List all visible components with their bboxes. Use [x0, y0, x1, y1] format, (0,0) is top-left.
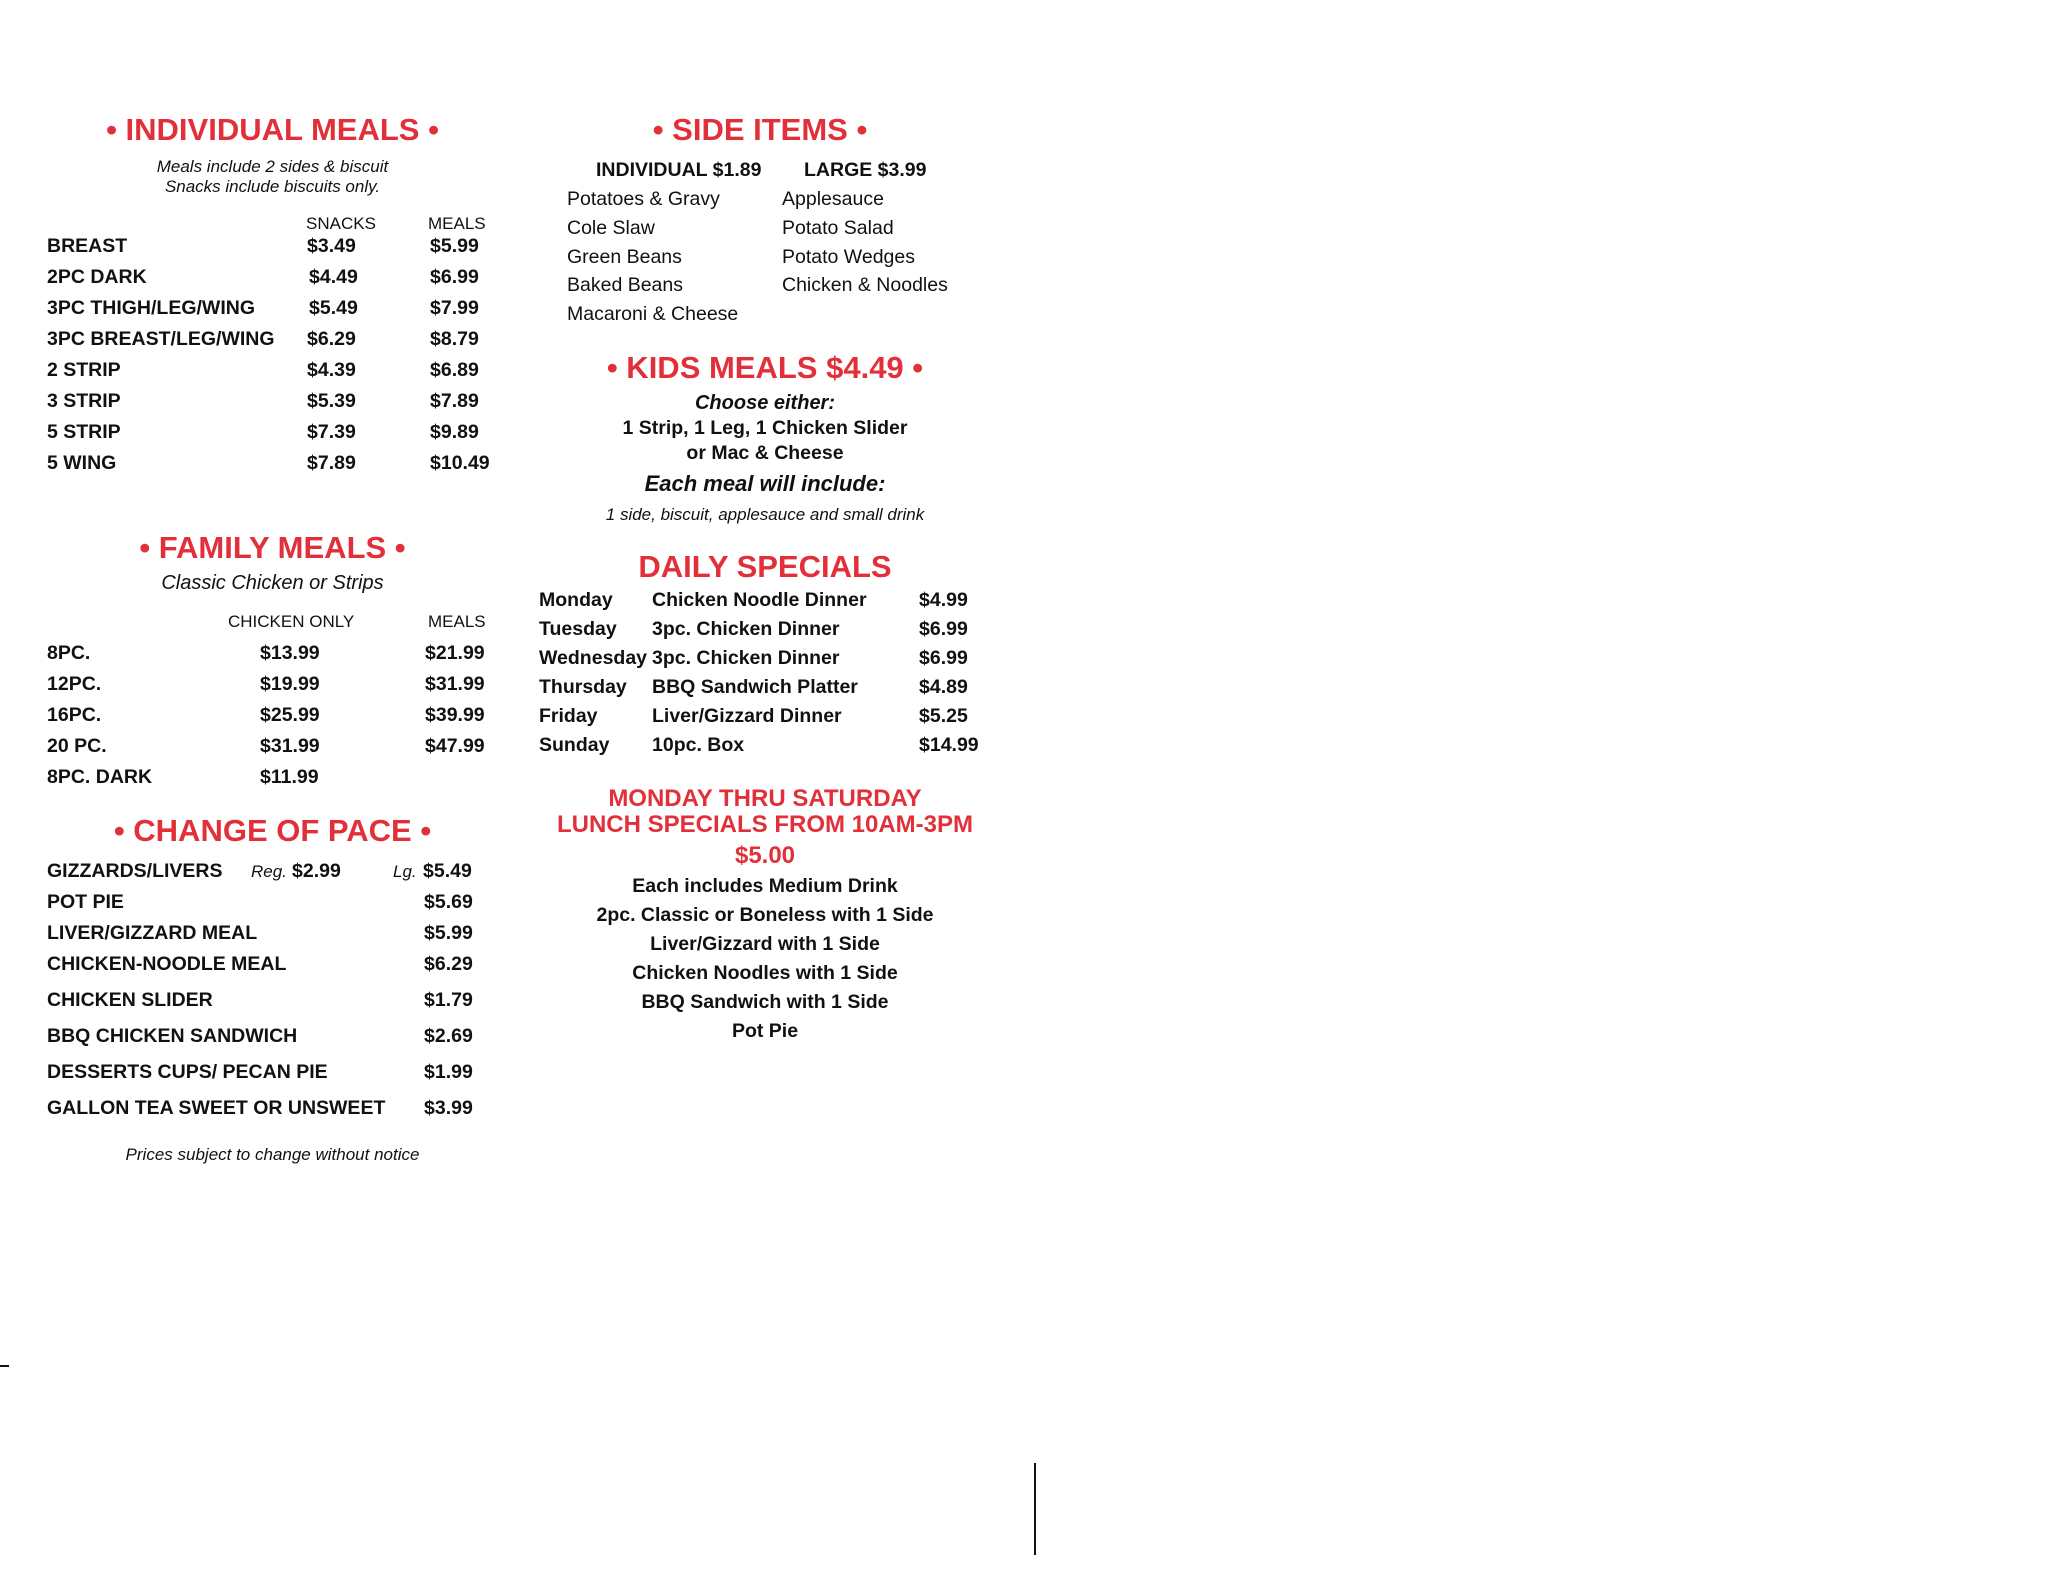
list-item: [539, 618, 989, 647]
special-price: $6.99: [919, 618, 968, 640]
list-item: [539, 734, 989, 763]
snack-price: $6.29: [307, 328, 356, 350]
item-name: BREAST: [47, 235, 128, 257]
change-of-pace-title: • CHANGE OF PACE •: [113, 813, 432, 848]
kids-meals-title: • KIDS MEALS $4.49 •: [606, 350, 924, 385]
chicken-price: $19.99: [260, 673, 320, 695]
special-day: Wednesday: [539, 647, 648, 669]
family-meals-subtitle: Classic Chicken or Strips: [161, 572, 384, 594]
lunch-specials-price: $5.00: [734, 842, 796, 869]
meal-price: $9.89: [430, 421, 479, 443]
list-item: [47, 989, 567, 1020]
special-item: Liver/Gizzard Dinner: [652, 705, 842, 727]
daily-specials-list: [539, 589, 989, 769]
list-item: Potato Salad: [782, 217, 894, 239]
item-name: 12PC.: [47, 673, 102, 695]
item-name: CHICKEN-NOODLE MEAL: [47, 953, 287, 975]
list-item: [539, 705, 989, 734]
list-item: [47, 1025, 567, 1056]
meals-column-header: MEALS: [428, 612, 486, 631]
meal-price: $6.99: [430, 266, 479, 288]
meals-column-header: MEALS: [428, 214, 486, 233]
chicken-only-column-header: CHICKEN ONLY: [228, 612, 355, 631]
list-item: [47, 1061, 567, 1092]
item-name: 5 WING: [47, 452, 117, 474]
item-name: GIZZARDS/LIVERS: [47, 860, 223, 882]
meal-price: $5.99: [430, 235, 479, 257]
snack-price: $5.49: [309, 297, 358, 319]
kids-options-line1: 1 Strip, 1 Leg, 1 Chicken Slider: [622, 417, 908, 439]
list-item: [47, 421, 567, 452]
item-price: $5.99: [424, 922, 473, 944]
list-item: Pot Pie: [731, 1020, 799, 1042]
chicken-price: $11.99: [260, 766, 319, 788]
list-item: [47, 328, 567, 359]
special-item: BBQ Sandwich Platter: [652, 676, 858, 698]
kids-include-detail: 1 side, biscuit, applesauce and small drink: [605, 505, 925, 524]
special-item: 3pc. Chicken Dinner: [652, 618, 840, 640]
list-item: [47, 1097, 567, 1128]
item-name: BBQ CHICKEN SANDWICH: [47, 1025, 298, 1047]
list-item: 2pc. Classic or Boneless with 1 Side: [596, 904, 934, 926]
special-price: $14.99: [919, 734, 979, 756]
item-name: CHICKEN SLIDER: [47, 989, 213, 1011]
snack-price: $7.39: [307, 421, 356, 443]
lunch-specials-hours: LUNCH SPECIALS FROM 10AM-3PM: [556, 811, 974, 838]
item-name: 20 PC.: [47, 735, 107, 757]
item-price: $3.99: [424, 1097, 473, 1119]
list-item: Potatoes & Gravy: [567, 188, 720, 210]
chicken-price: $13.99: [260, 642, 320, 664]
snack-price: $4.49: [309, 266, 358, 288]
kids-include-label: Each meal will include:: [644, 471, 886, 496]
list-item: Baked Beans: [567, 274, 684, 296]
item-name: 16PC.: [47, 704, 102, 726]
list-item: [47, 704, 567, 735]
list-item: [47, 953, 567, 984]
snack-price: $4.39: [307, 359, 356, 381]
regular-price: $2.99: [292, 860, 341, 882]
item-name: 3PC BREAST/LEG/WING: [47, 328, 275, 350]
family-meals-title: • FAMILY MEALS •: [139, 530, 406, 565]
meal-price: $31.99: [425, 673, 485, 695]
item-price: $2.69: [424, 1025, 473, 1047]
snack-price: $3.49: [307, 235, 356, 257]
special-day: Sunday: [539, 734, 610, 756]
side-items-title: • SIDE ITEMS •: [652, 112, 868, 147]
kids-choose-label: Choose either:: [694, 392, 836, 414]
special-price: $4.89: [919, 676, 968, 698]
crop-mark: [0, 1365, 9, 1367]
item-name: 3PC THIGH/LEG/WING: [47, 297, 256, 319]
snack-price: $5.39: [307, 390, 356, 412]
side-items-right-list: [782, 188, 982, 308]
meal-price: $47.99: [425, 735, 485, 757]
individual-meals-list: [47, 235, 567, 485]
special-day: Friday: [539, 705, 598, 727]
item-name: 5 STRIP: [47, 421, 121, 443]
list-item: [47, 860, 567, 891]
list-item: [47, 922, 567, 953]
family-meals-list: [47, 642, 567, 802]
change-of-pace-list: [47, 860, 567, 1130]
item-name: 8PC. DARK: [47, 766, 153, 788]
meal-price: $7.99: [430, 297, 479, 319]
list-item: Cole Slaw: [567, 217, 655, 239]
item-name: 3 STRIP: [47, 390, 121, 412]
item-price: $1.99: [424, 1061, 473, 1083]
large-price: $5.49: [423, 860, 472, 882]
list-item: [47, 390, 567, 421]
item-name: 2PC DARK: [47, 266, 147, 288]
individual-meals-title: • INDIVIDUAL MEALS •: [106, 112, 439, 147]
list-item: [47, 766, 567, 797]
meal-price: $6.89: [430, 359, 479, 381]
price-disclaimer: Prices subject to change without notice: [125, 1145, 420, 1164]
snack-price: $7.89: [307, 452, 356, 474]
side-items-left-list: [567, 188, 777, 338]
chicken-price: $31.99: [260, 735, 320, 757]
daily-specials-title: DAILY SPECIALS: [638, 549, 892, 584]
individual-meals-note-snacks: Snacks include biscuits only.: [164, 177, 381, 196]
list-item: [539, 647, 989, 676]
item-price: $1.79: [424, 989, 473, 1011]
item-name: GALLON TEA SWEET OR UNSWEET: [47, 1097, 386, 1119]
item-name: 8PC.: [47, 642, 91, 664]
snacks-column-header: SNACKS: [306, 214, 376, 233]
item-name: LIVER/GIZZARD MEAL: [47, 922, 258, 944]
lunch-specials-list: [530, 875, 1000, 1055]
list-item: [47, 673, 567, 704]
meal-price: $21.99: [425, 642, 485, 664]
item-price: $6.29: [424, 953, 473, 975]
large-side-price: LARGE $3.99: [804, 159, 927, 181]
list-item: Each includes Medium Drink: [632, 875, 898, 897]
special-price: $5.25: [919, 705, 968, 727]
lunch-specials-days: MONDAY THRU SATURDAY: [608, 785, 922, 812]
special-day: Monday: [539, 589, 613, 611]
list-item: [47, 266, 567, 297]
meal-price: $8.79: [430, 328, 479, 350]
list-item: [47, 452, 567, 483]
special-day: Thursday: [539, 676, 627, 698]
list-item: Chicken Noodles with 1 Side: [632, 962, 898, 984]
individual-side-price: INDIVIDUAL $1.89: [596, 159, 762, 181]
list-item: [47, 735, 567, 766]
list-item: [539, 589, 989, 618]
list-item: Macaroni & Cheese: [567, 303, 739, 325]
list-item: BBQ Sandwich with 1 Side: [641, 991, 889, 1013]
meal-price: $39.99: [425, 704, 485, 726]
list-item: [47, 359, 567, 390]
item-name: 2 STRIP: [47, 359, 121, 381]
individual-meals-note-sides: Meals include 2 sides & biscuit: [156, 157, 389, 176]
meal-price: $10.49: [430, 452, 490, 474]
special-item: Chicken Noodle Dinner: [652, 589, 867, 611]
list-item: Potato Wedges: [782, 246, 915, 268]
list-item: [539, 676, 989, 705]
chicken-price: $25.99: [260, 704, 320, 726]
special-price: $4.99: [919, 589, 968, 611]
large-label: Lg.: [393, 862, 417, 881]
list-item: [47, 642, 567, 673]
special-price: $6.99: [919, 647, 968, 669]
meal-price: $7.89: [430, 390, 479, 412]
list-item: Liver/Gizzard with 1 Side: [650, 933, 880, 955]
list-item: [47, 891, 567, 922]
kids-options-line2: or Mac & Cheese: [686, 442, 844, 464]
list-item: Chicken & Noodles: [782, 274, 948, 296]
item-price: $5.69: [424, 891, 473, 913]
item-name: POT PIE: [47, 891, 124, 913]
regular-label: Reg.: [251, 862, 287, 881]
list-item: Green Beans: [567, 246, 682, 268]
list-item: [47, 235, 567, 266]
special-item: 10pc. Box: [652, 734, 745, 756]
special-day: Tuesday: [539, 618, 617, 640]
fold-mark: [1034, 1463, 1036, 1555]
list-item: [47, 297, 567, 328]
list-item: Applesauce: [782, 188, 884, 210]
item-name: DESSERTS CUPS/ PECAN PIE: [47, 1061, 328, 1083]
special-item: 3pc. Chicken Dinner: [652, 647, 840, 669]
